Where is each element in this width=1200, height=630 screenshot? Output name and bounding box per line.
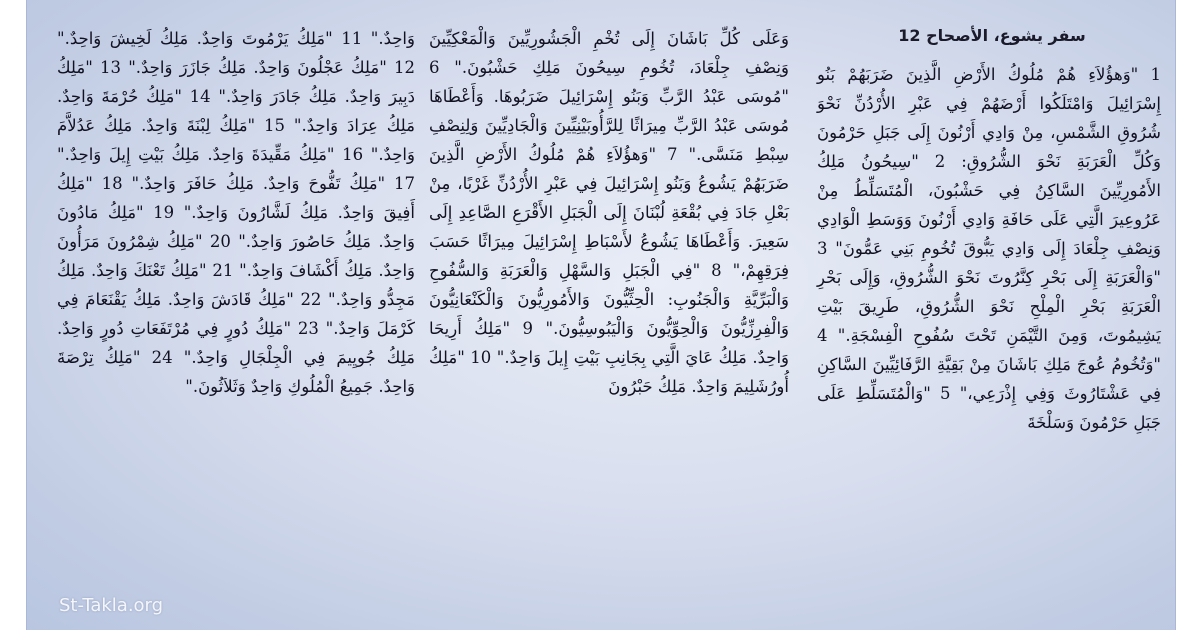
text-column-middle: وَعَلَى كُلِّ بَاشَانَ إِلَى تُخْمِ الْجَشُورِيِّينَ وَالْمَعْكِيِّينَ وَنِصْفِ جِلْعَادَ، تُخُومِ سِيحُونَ مَلِكِ حَشْبُونَ." 6 "مُوسَى عَبْدُ الرَّبِّ وَبَنُو إِسْرَائِيلَ ضَرَبُوهَا. وَأَعْطَاهَا مُوسَى عَبْدُ الرَّبِّ مِيرَاثًا لِلرَّأُوبَيْنِيِّينَ وَالْجَادِيِّينَ وَلِنِصْفِ سِبْطِ مَنَسَّى." 7 "وَهؤُلاَءِ هُمْ مُلُوكُ الأَرْضِ الَّذِينَ ضَرَبَهُمْ يَشُوعُ وَبَنُو إِسْرَائِيلَ فِي عَبْرِ الأُرْدُنِّ غَرْبًا، مِنْ بَعْلِ جَادَ فِي بُقْعَةِ لُبْنَانَ إِلَى الْجَبَلِ الأَقْرَعِ الصَّاعِدِ إِلَى سَعِيرَ. وَأَعْطَاهَا يَشُوعُ لأَسْبَاطِ إِسْرَائِيلَ مِيرَاثًا حَسَبَ فِرَقِهِمْ،" 8 "فِي الْجَبَلِ وَالسَّهْلِ وَالْعَرَبَةِ وَالسُّفُوحِ وَالْبَرِّيَّةِ وَالْجَنُوبِ: الْحِثِّيُّونَ وَالأَمُورِيُّونَ وَالْكَنْعَانِيُّونَ وَالْفِرِزِّيُّونَ وَالْحِوِّيُّونَ وَالْيَبُوسِيُّونَ." 9 "مَلِكُ أَرِيحَا وَاحِدٌ. مَلِكُ عَايَ الَّتِي بِجَانِبِ بَيْتِ إِيلَ وَاحِدٌ." 10 "مَلِكُ أُورُشَلِيمَ وَاحِدٌ. مَلِكُ حَبْرُونَ xyxy=(429,29,789,396)
verse-panel xyxy=(26,0,1176,630)
page-title: سفر يشوع، الأصحاح 12 xyxy=(898,26,1086,45)
text-column-right: 1 "وَهؤُلاَءِ هُمْ مُلُوكُ الأَرْضِ الَّذِينَ ضَرَبَهُمْ بَنُو إِسْرَائِيلَ وَامْتَلَكُوا أَرْضَهُمْ فِي عَبْرِ الأُرْدُنِّ نَحْوَ شُرُوقِ الشَّمْسِ، مِنْ وَادِي أَرْنُونَ إِلَى جَبَلِ حَرْمُونَ وَكُلِّ الْعَرَبَةِ نَحْوَ الشُّرُوقِ: 2 "سِيحُونُ مَلِكُ الأَمُورِيِّينَ السَّاكِنُ فِي حَشْبُونَ، الْمُتَسَلِّطُ مِنْ عَرُوعِيرَ الَّتِي عَلَى حَافَةِ وَادِي أَرْنُونَ وَوَسَطِ الْوَادِي وَنِصْفِ جِلْعَادَ إِلَى وَادِي يَبُّوقَ تُخُومِ بَنِي عَمُّونَ" 3 "وَالْعَرَبَةِ إِلَى بَحْرِ كِنَّرُوتَ نَحْوَ الشُّرُوقِ، وَإِلَى بَحْرِ الْعَرَبَةِ بَحْرِ الْمِلْحِ نَحْوَ الشُّرُوقِ، طَرِيقَ بَيْتِ يَشِيمُوتَ، وَمِنَ التَّيْمَنِ تَحْتَ سُفُوحِ الْفِسْجَةِ." 4 "وَتُخُومُ عُوجَ مَلِكِ بَاشَانَ مِنْ بَقِيَّةِ الرَّفَائِيِّينَ السَّاكِنِ فِي عَشْتَارُوثَ وَفِي إِذْرَعِي،" 5 "وَالْمُتَسَلِّطِ عَلَى جَبَلِ حَرْمُونَ وَسَلْخَةَ xyxy=(817,65,1161,432)
text-column-left: وَاحِدٌ." 11 "مَلِكُ يَرْمُوتَ وَاحِدٌ. مَلِكُ لَخِيشَ وَاحِدٌ." 12 "مَلِكُ عَجْلُونَ وَاحِدٌ. مَلِكُ جَازَرَ وَاحِدٌ." 13 "مَلِكُ دَبِيرَ وَاحِدٌ. مَلِكُ جَادَرَ وَاحِدٌ." 14 "مَلِكُ حُرْمَةَ وَاحِدٌ. مَلِكُ عِرَادَ وَاحِدٌ." 15 "مَلِكُ لِبْنَةَ وَاحِدٌ. مَلِكُ عَدُلاَّمَ وَاحِدٌ." 16 "مَلِكُ مَقِّيدَةَ وَاحِدٌ. مَلِكُ بَيْتِ إِيلَ وَاحِدٌ." 17 "مَلِكُ تَفُّوحَ وَاحِدٌ. مَلِكُ حَافَرَ وَاحِدٌ." 18 "مَلِكُ أَفِيقَ وَاحِدٌ. مَلِكُ لَشَّارُونَ وَاحِدٌ." 19 "مَلِكُ مَادُونَ وَاحِدٌ. مَلِكُ حَاصُورَ وَاحِدٌ." 20 "مَلِكُ شِمْرُونَ مَرَأُونَ وَاحِدٌ. مَلِكُ أَكْشَافَ وَاحِدٌ." 21 "مَلِكُ تَعْنَكَ وَاحِدٌ. مَلِكُ مَجِدُّو وَاحِدٌ." 22 "مَلِكُ قَادَشَ وَاحِدٌ. مَلِكُ يَقْنَعَامَ فِي كَرْمَلَ وَاحِدٌ." 23 "مَلِكُ دُورٍ فِي مُرْتَفَعَاتِ دُورٍ وَاحِدٌ. مَلِكُ جُويِيمَ فِي الْجِلْجَالِ وَاحِدٌ." 24 "مَلِكُ تِرْصَةَ وَاحِدٌ. جَمِيعُ الْمُلُوكِ وَاحِدٌ وَثَلاَثُونَ." xyxy=(57,29,416,396)
site-watermark: St-Takla.org xyxy=(59,595,164,616)
